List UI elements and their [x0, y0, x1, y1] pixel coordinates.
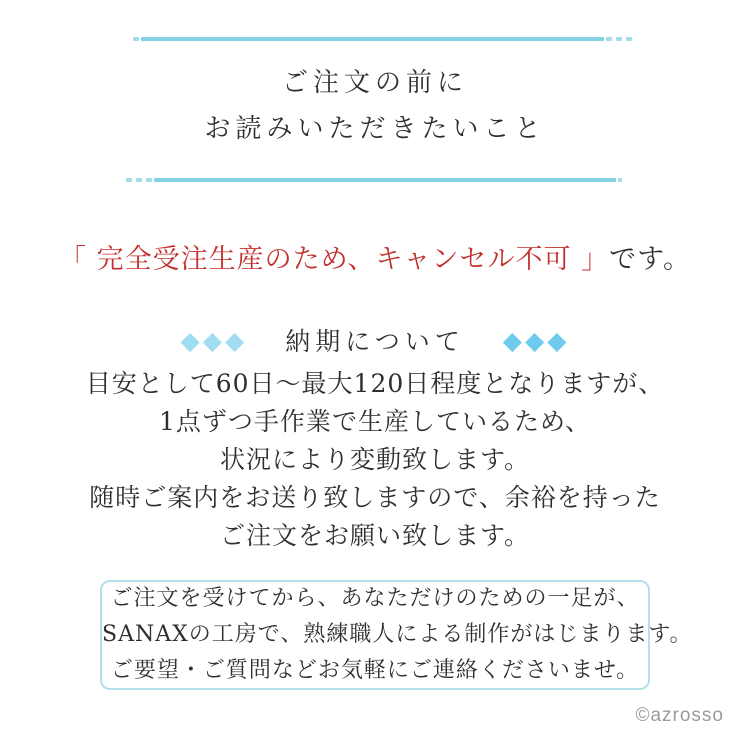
copyright-credit: ©azrosso [635, 705, 724, 726]
diamond-icon: ◆ [547, 325, 570, 355]
cancel-policy-notice [0, 240, 750, 280]
diamond-icon: ◆ [202, 325, 225, 355]
delivery-line: 随時ご案内をお送り致しますので、余裕を持った [89, 483, 661, 512]
page-title-line-2: お読みいただきたいこと [204, 114, 546, 144]
page-title [0, 60, 750, 152]
diamond-icon: ◆ [502, 325, 525, 355]
delivery-heading [0, 322, 750, 358]
diamond-icon: ◆ [225, 325, 248, 355]
divider-dash [136, 178, 142, 182]
delivery-body [0, 365, 750, 555]
delivery-line: 1点ずつ手作業で生産しているため、 [159, 407, 591, 436]
workshop-info-box [100, 580, 693, 690]
delivery-line: ご注文をお願い致します。 [219, 521, 530, 550]
divider-dash [606, 37, 612, 41]
divider-bar [154, 178, 616, 182]
divider-bar [141, 37, 604, 41]
divider-dash [126, 178, 132, 182]
delivery-heading-label: 納期について [285, 327, 465, 356]
info-box-line: SANAXの工房で、熟練職人による制作がはじまります。 [102, 622, 693, 647]
delivery-line: 状況により変動致します。 [219, 445, 530, 474]
divider-dash [616, 37, 622, 41]
divider-bottom [124, 178, 624, 182]
divider-top [131, 37, 634, 41]
divider-dash [146, 178, 152, 182]
info-box-line: ご注文を受けてから、あなただけのための一足が、 [110, 586, 640, 611]
delivery-line: 目安として60日〜最大120日程度となりますが、 [85, 369, 665, 398]
diamond-icon: ◆ [524, 325, 548, 355]
divider-dash [626, 37, 632, 41]
cancel-policy-highlight: 「 完全受注生産のため、キャンセル不可 」 [59, 244, 610, 275]
divider-dot [618, 178, 622, 182]
diamond-icon-group-right [502, 325, 570, 355]
cancel-policy-suffix: です。 [609, 244, 691, 275]
diamond-icon: ◆ [180, 325, 203, 355]
divider-dash [133, 37, 139, 41]
info-box-line: ご要望・ご質問などお気軽にご連絡くださいませ。 [110, 658, 640, 683]
page-title-line-1: ご注文の前に [281, 68, 468, 98]
diamond-icon-group-left [180, 325, 248, 355]
